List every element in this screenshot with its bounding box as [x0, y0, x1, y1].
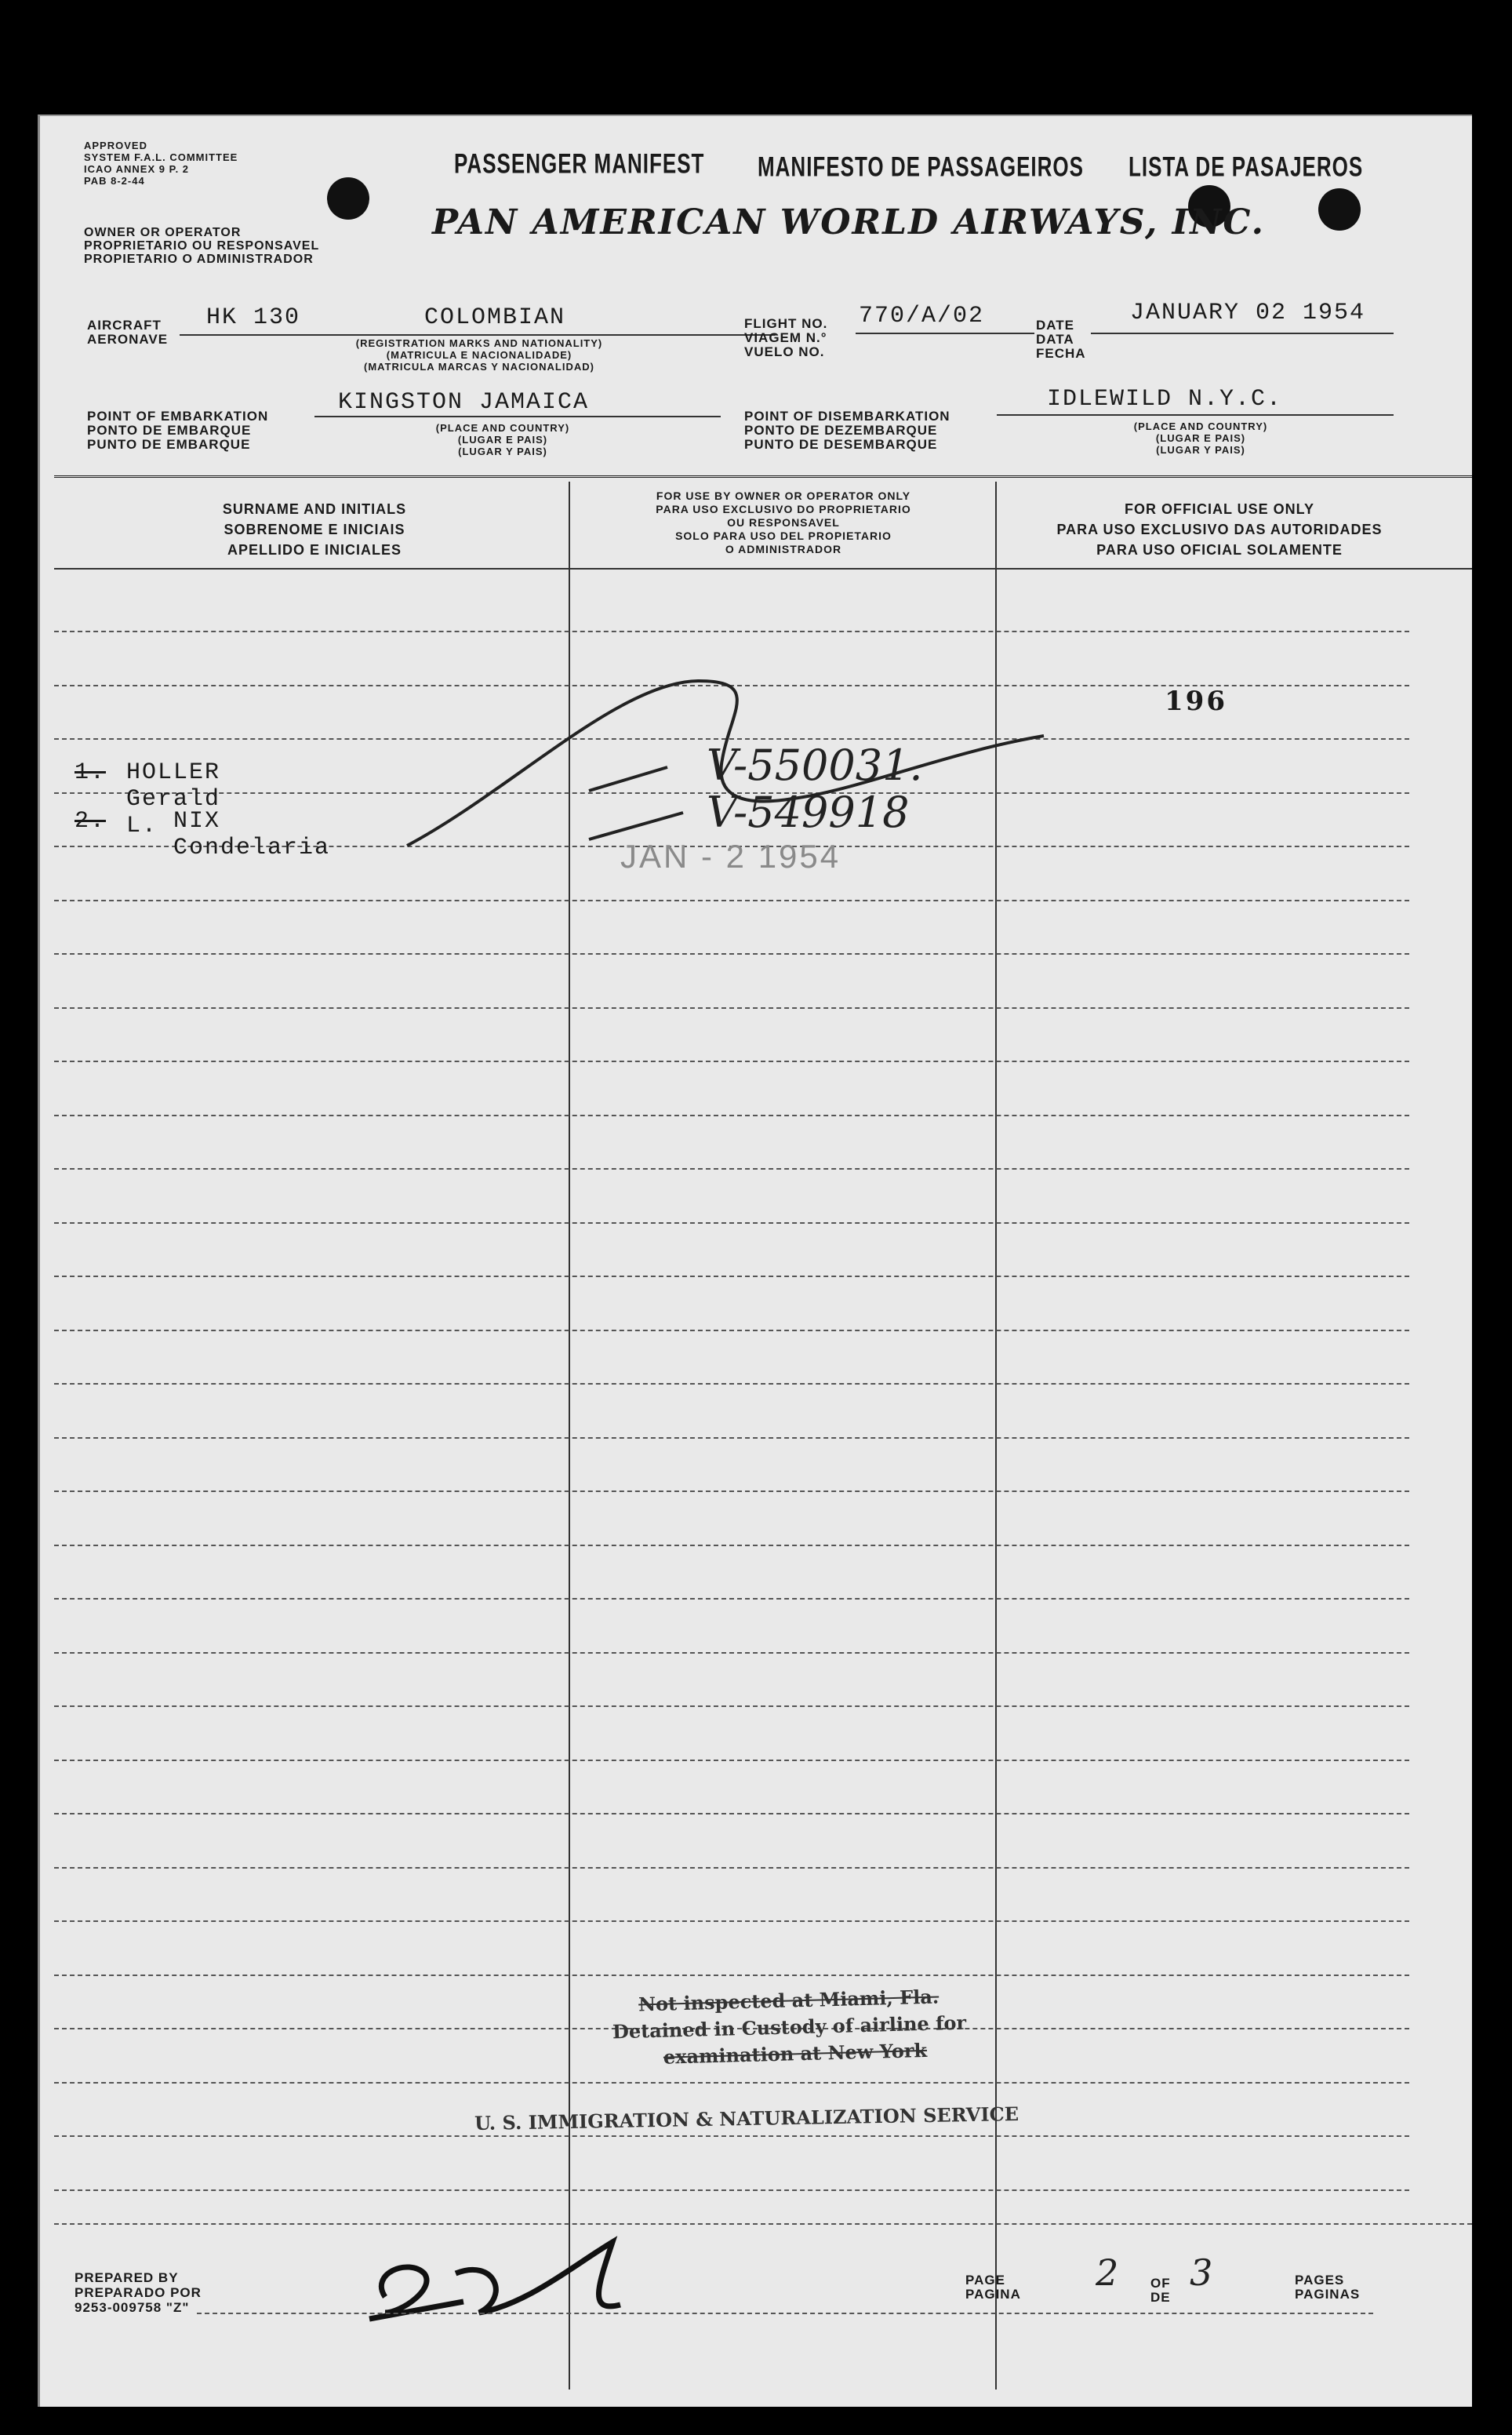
header-line: PARA USO EXCLUSIVO DAS AUTORIDADES [1056, 522, 1383, 537]
row-rule [54, 1115, 1409, 1116]
embarkation-sublabels [338, 422, 667, 457]
sub-label: (LUGAR E PAIS) [1155, 432, 1246, 444]
owner-label: PROPIETARIO O ADMINISTRADOR [84, 253, 314, 266]
embarkation-label: PUNTO DE EMBARQUE [87, 437, 251, 452]
date-label: DATA [1036, 332, 1074, 347]
pages-label: PAGINAS [1295, 2287, 1361, 2302]
aircraft-registration: HK 130 [206, 304, 301, 331]
owner-operator-block [84, 226, 319, 266]
approval-line: PAB 8-2-44 [84, 175, 145, 187]
manifest-sheet [38, 115, 1472, 2407]
row-rule [54, 1007, 1409, 1009]
flight-label: FLIGHT NO. [744, 316, 828, 331]
official-column-header [1000, 499, 1439, 560]
sub-label: (LUGAR E PAIS) [457, 434, 548, 446]
flight-number: 770/A/02 [859, 303, 985, 329]
disembarkation-sublabels [1028, 420, 1373, 456]
passenger-number: 1. [75, 759, 107, 786]
of-label: OF [1150, 2276, 1171, 2291]
page-label: PAGE [965, 2273, 1005, 2288]
flight-labels [744, 317, 827, 359]
row-rule [54, 1920, 1409, 1922]
embarkation-label: PONTO DE EMBARQUE [87, 423, 252, 438]
date-label: DATE [1036, 318, 1075, 333]
row-rule [54, 1705, 1409, 1707]
header-line: OU RESPONSAVEL [727, 516, 840, 529]
header-line: APELLIDO E INICIALES [227, 542, 402, 558]
row-rule [54, 1383, 1409, 1385]
date-stamp: JAN - 2 1954 [620, 838, 841, 875]
row-rule [54, 1276, 1409, 1277]
table-top-border [54, 475, 1472, 478]
title-portuguese: MANIFESTO DE PASSAGEIROS [758, 151, 1084, 183]
title-english: PASSENGER MANIFEST [454, 147, 705, 180]
embarkation-place: KINGSTON JAMAICA [338, 389, 590, 416]
owner-use-column-header [573, 490, 994, 556]
row-rule [54, 1168, 1409, 1170]
owner-label: OWNER OR OPERATOR [84, 226, 242, 239]
embarkation-labels [87, 409, 268, 452]
flight-label: VIAGEM N.° [744, 330, 827, 345]
stamp-line: Detained in Custody of airline for [612, 2011, 967, 2044]
official-number: 196 [1165, 686, 1227, 717]
stamp-line: Not inspected at Miami, Fla. [638, 1985, 940, 2016]
row-rule [54, 1437, 1409, 1439]
approval-line: ICAO ANNEX 9 P. 2 [84, 163, 190, 175]
sub-label: (PLACE AND COUNTRY) [435, 422, 570, 434]
row-rule [54, 1330, 1409, 1331]
row-rule [54, 953, 1409, 955]
aircraft-label: AIRCRAFT [87, 318, 162, 333]
embarkation-label: POINT OF EMBARKATION [87, 409, 269, 424]
of-label: DE [1150, 2290, 1171, 2305]
row-rule [54, 2135, 1409, 2137]
row-rule [54, 1061, 1409, 1062]
page-label: PAGINA [965, 2287, 1021, 2302]
prepared-label: PREPARED BY [75, 2270, 179, 2285]
row-rule [54, 1490, 1409, 1492]
disembarkation-label: PUNTO DE DESEMBARQUE [744, 437, 938, 452]
title-spanish: LISTA DE PASAJEROS [1129, 151, 1364, 183]
sub-label: (MATRICULA MARCAS Y NACIONALIDAD) [364, 361, 594, 373]
header-line: SURNAME AND INITIALS [222, 501, 407, 517]
disembarkation-labels [744, 409, 950, 452]
flight-label: VUELO NO. [744, 344, 825, 359]
aircraft-label: AERONAVE [87, 332, 169, 347]
page-number: 2 [1096, 2251, 1119, 2294]
surname-column-header [64, 499, 565, 560]
flight-date: JANUARY 02 1954 [1130, 300, 1366, 326]
footer-rule [54, 2223, 1472, 2225]
passenger-number: 2. [75, 808, 107, 835]
row-rule [54, 2082, 1409, 2084]
header-line: SOLO PARA USO DEL PROPIETARIO [675, 530, 892, 542]
passenger-name: NIX Condelaria [173, 808, 331, 861]
aircraft-sublabels [275, 337, 683, 373]
of-labels [1150, 2277, 1171, 2305]
sub-label: (MATRICULA E NACIONALIDADE) [386, 349, 572, 361]
row-rule [54, 1598, 1409, 1600]
form-number: 9253-009758 "Z" [75, 2300, 190, 2315]
row-rule [54, 900, 1409, 901]
prepared-by-block [75, 2270, 202, 2315]
header-line: PARA USO OFICIAL SOLAMENTE [1096, 542, 1343, 558]
row-rule [54, 1975, 1409, 1976]
visa-number: V-549918 [707, 788, 910, 837]
page-labels [965, 2273, 1021, 2302]
sub-label: (PLACE AND COUNTRY) [1133, 420, 1268, 432]
disembarkation-place: IDLEWILD N.Y.C. [1047, 386, 1283, 413]
disembarkation-label: POINT OF DISEMBARKATION [744, 409, 950, 424]
approval-line: APPROVED [84, 140, 147, 151]
row-rule [54, 1813, 1409, 1814]
header-line: FOR OFFICIAL USE ONLY [1124, 501, 1315, 517]
date-labels [1036, 318, 1086, 361]
header-line: O ADMINISTRADOR [725, 543, 842, 555]
row-rule [54, 1222, 1409, 1224]
operator-name: PAN AMERICAN WORLD AIRWAYS, INC. [432, 202, 1265, 242]
row-rule [54, 1652, 1409, 1654]
inspection-stamp [580, 1983, 968, 2073]
pages-label: PAGES [1295, 2273, 1345, 2288]
passenger-name: HOLLER Gerald L. [126, 759, 221, 839]
approval-block [84, 140, 238, 187]
row-rule [54, 2189, 1409, 2191]
row-rule [54, 1760, 1409, 1761]
approval-line: SYSTEM F.A.L. COMMITTEE [84, 151, 238, 163]
signature-icon [338, 2226, 667, 2344]
punch-hole-icon [1318, 188, 1361, 231]
date-label: FECHA [1036, 346, 1086, 361]
row-rule [54, 1867, 1409, 1869]
header-line: PARA USO EXCLUSIVO DO PROPRIETARIO [656, 503, 911, 515]
row-rule [54, 1545, 1409, 1546]
total-pages: 3 [1190, 2251, 1213, 2294]
ins-stamp-line: U. S. IMMIGRATION & NATURALIZATION SERVICE [474, 2102, 1020, 2135]
signature-rule [197, 2313, 1373, 2314]
punch-hole-icon [327, 177, 369, 220]
header-line: SOBRENOME E INICIAIS [224, 522, 405, 537]
prepared-label: PREPARADO POR [75, 2285, 202, 2300]
sub-label: (LUGAR Y PAIS) [1156, 444, 1245, 456]
sub-label: (LUGAR Y PAIS) [458, 446, 547, 457]
disembarkation-label: PONTO DE DEZEMBARQUE [744, 423, 938, 438]
sub-label: (REGISTRATION MARKS AND NATIONALITY) [355, 337, 603, 349]
aircraft-labels [87, 318, 168, 347]
stamp-line: examination at New York [663, 2038, 928, 2069]
visa-number: V-550031. [707, 741, 923, 790]
pages-labels [1295, 2273, 1360, 2302]
aircraft-nationality: COLOMBIAN [424, 304, 566, 331]
header-line: FOR USE BY OWNER OR OPERATOR ONLY [656, 490, 911, 502]
owner-label: PROPRIETARIO OU RESPONSAVEL [84, 239, 320, 253]
